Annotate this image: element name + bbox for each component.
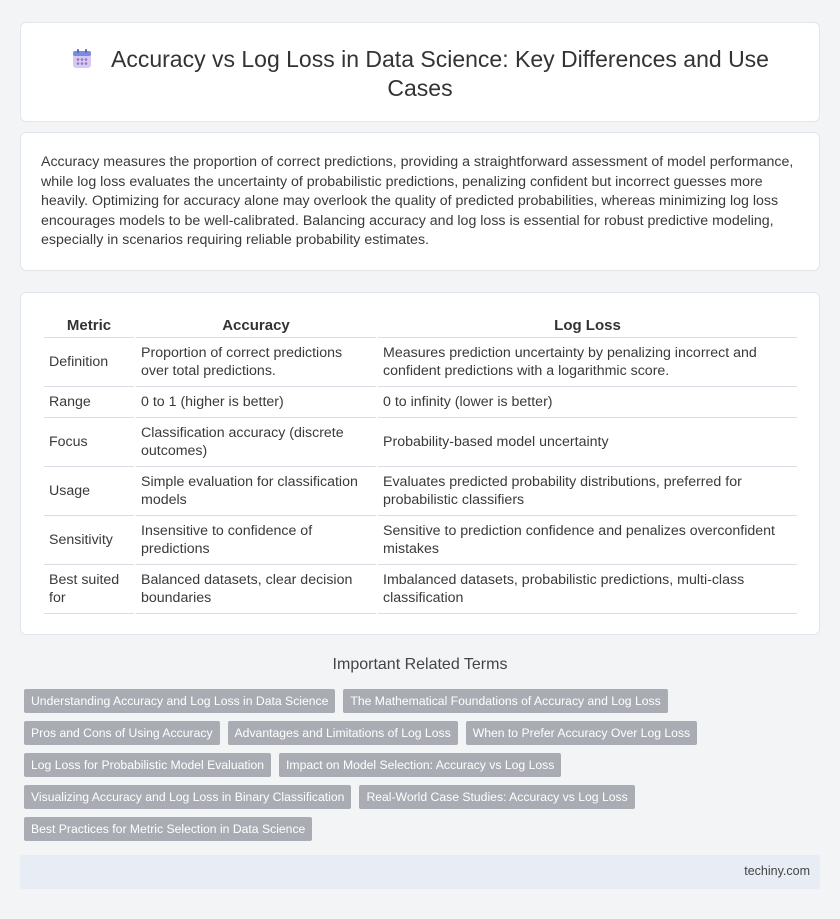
header-accuracy: Accuracy bbox=[136, 311, 376, 338]
related-term-tag[interactable]: Impact on Model Selection: Accuracy vs Log Loss bbox=[279, 753, 561, 777]
comparison-table bbox=[42, 311, 799, 614]
related-term-tag[interactable]: Best Practices for Metric Selection in Data Science bbox=[24, 817, 312, 841]
accuracy-cell: Insensitive to confidence of predictions bbox=[136, 516, 376, 565]
related-term-tag[interactable]: Real-World Case Studies: Accuracy vs Log Loss bbox=[359, 785, 634, 809]
header-log-loss: Log Loss bbox=[378, 311, 797, 338]
related-term-tag[interactable]: When to Prefer Accuracy Over Log Loss bbox=[466, 721, 697, 745]
related-terms-list bbox=[24, 689, 804, 841]
related-term-tag[interactable]: Advantages and Limitations of Log Loss bbox=[228, 721, 458, 745]
metric-cell: Definition bbox=[44, 338, 134, 387]
related-term-tag[interactable]: Understanding Accuracy and Log Loss in Data Science bbox=[24, 689, 335, 713]
log-loss-cell: Imbalanced datasets, probabilistic predictions, multi-class classification bbox=[378, 565, 797, 614]
title-card bbox=[20, 22, 820, 122]
related-term-tag[interactable]: Pros and Cons of Using Accuracy bbox=[24, 721, 220, 745]
intro-card bbox=[20, 132, 820, 271]
header-metric: Metric bbox=[44, 311, 134, 338]
metric-cell: Range bbox=[44, 387, 134, 418]
table-header-row bbox=[44, 311, 797, 338]
intro-paragraph: Accuracy measures the proportion of correct predictions, providing a straightforward assessment of model performance, while log loss evaluates the uncertainty of probabilistic predictions, penalizing confident but incorrect guesses more heavily. Optimizing for accuracy alone may overlook the quality of predicted probabilities, whereas minimizing log loss encourages models to be well-calibrated. Balancing accuracy and log loss is essential for robust predictive modeling, especially in scenarios requiring reliable probability estimates. bbox=[41, 154, 794, 248]
related-term-tag[interactable]: Visualizing Accuracy and Log Loss in Binary Classification bbox=[24, 785, 351, 809]
table-row bbox=[44, 467, 797, 516]
accuracy-cell: Classification accuracy (discrete outcomes) bbox=[136, 418, 376, 467]
log-loss-cell: Sensitive to prediction confidence and penalizes overconfident mistakes bbox=[378, 516, 797, 565]
metric-cell: Focus bbox=[44, 418, 134, 467]
related-term-tag[interactable]: Log Loss for Probabilistic Model Evaluation bbox=[24, 753, 271, 777]
footer-site-link[interactable]: techiny.com bbox=[744, 864, 810, 878]
log-loss-cell: Measures prediction uncertainty by penalizing incorrect and confident predictions with a logarithmic score. bbox=[378, 338, 797, 387]
log-loss-cell: Evaluates predicted probability distributions, preferred for probabilistic classifiers bbox=[378, 467, 797, 516]
calendar-grid-icon bbox=[71, 48, 93, 70]
log-loss-cell: 0 to infinity (lower is better) bbox=[378, 387, 797, 418]
related-terms-heading: Important Related Terms bbox=[332, 656, 508, 673]
metric-cell: Sensitivity bbox=[44, 516, 134, 565]
accuracy-cell: 0 to 1 (higher is better) bbox=[136, 387, 376, 418]
comparison-table-card bbox=[20, 292, 820, 635]
metric-cell: Best suited for bbox=[44, 565, 134, 614]
log-loss-cell: Probability-based model uncertainty bbox=[378, 418, 797, 467]
metric-cell: Usage bbox=[44, 467, 134, 516]
table-row bbox=[44, 565, 797, 614]
page-title: Accuracy vs Log Loss in Data Science: Key Differences and Use Cases bbox=[111, 46, 769, 101]
footer bbox=[20, 855, 820, 889]
table-row bbox=[44, 387, 797, 418]
table-row bbox=[44, 418, 797, 467]
table-row bbox=[44, 338, 797, 387]
table-row bbox=[44, 516, 797, 565]
related-term-tag[interactable]: The Mathematical Foundations of Accuracy and Log Loss bbox=[343, 689, 667, 713]
accuracy-cell: Simple evaluation for classification models bbox=[136, 467, 376, 516]
accuracy-cell: Proportion of correct predictions over total predictions. bbox=[136, 338, 376, 387]
title-wrap bbox=[61, 45, 779, 103]
accuracy-cell: Balanced datasets, clear decision boundaries bbox=[136, 565, 376, 614]
